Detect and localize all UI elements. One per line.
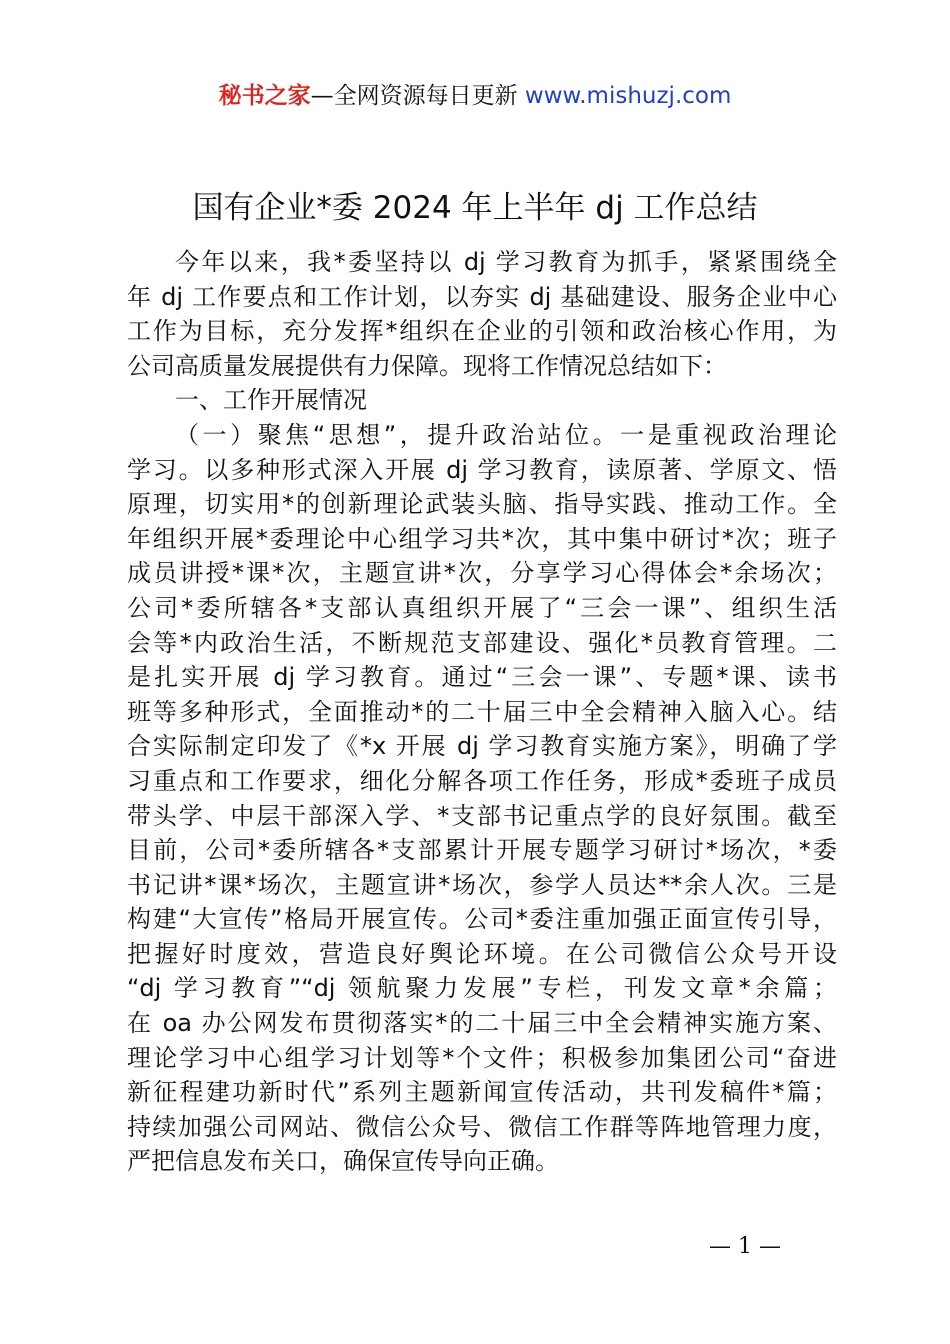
paragraph-line: 年 dj 工作要点和工作计划，以夯实 dj 基础建设、服务企业中心	[127, 282, 837, 311]
site-url-link[interactable]: www.mishuzj.com	[524, 83, 732, 109]
paragraph-line: 书记讲*课*场次，主题宣讲*场次，参学人员达**余人次。三是	[127, 870, 837, 899]
site-banner	[0, 80, 950, 112]
paragraph-line: 工作为目标，充分发挥*组织在企业的引领和政治核心作用，为	[127, 317, 837, 346]
paragraph-line: 原理，切实用*的创新理论武装头脑、指导实践、推动工作。全	[127, 490, 837, 519]
document-body	[127, 245, 837, 1179]
paragraph-line: “dj 学习教育”“dj 领航聚力发展”专栏，刊发文章*余篇；	[127, 974, 837, 1003]
paragraph-line: 年组织开展*委理论中心组学习共*次，其中集中研讨*次；班子	[127, 524, 837, 553]
paragraph-line: （一）聚焦“思想”，提升政治站位。一是重视政治理论	[175, 420, 837, 449]
paragraph-line: 理论学习中心组学习计划等*个文件；积极参加集团公司“奋进	[127, 1043, 837, 1072]
paragraph-line: 习重点和工作要求，细化分解各项工作任务，形成*委班子成员	[127, 766, 837, 795]
section-heading: 一、工作开展情况	[175, 386, 367, 415]
paragraph-line: 严把信息发布关口，确保宣传导向正确。	[127, 1147, 559, 1176]
site-tagline: —全网资源每日更新	[310, 83, 525, 109]
paragraph-line: 把握好时度效，营造良好舆论环境。在公司微信公众号开设	[127, 939, 837, 968]
paragraph-line: 是扎实开展 dj 学习教育。通过“三会一课”、专题*课、读书	[127, 663, 837, 692]
paragraph-line: 构建“大宣传”格局开展宣传。公司*委注重加强正面宣传引导，	[127, 905, 837, 934]
site-brand-name: 秘书之家	[218, 83, 311, 109]
paragraph-line: 班等多种形式，全面推动*的二十届三中全会精神入脑入心。结	[127, 697, 837, 726]
page-number: — 1 —	[709, 1234, 781, 1259]
document-title: 国有企业*委 2024 年上半年 dj 工作总结	[192, 190, 758, 226]
paragraph-line: 公司高质量发展提供有力保障。现将工作情况总结如下：	[127, 351, 727, 380]
paragraph-line: 今年以来，我*委坚持以 dj 学习教育为抓手，紧紧围绕全	[175, 248, 837, 276]
paragraph-line: 学习。以多种形式深入开展 dj 学习教育，读原著、学原文、悟	[127, 455, 837, 484]
paragraph-line: 在 oa 办公网发布贯彻落实*的二十届三中全会精神实施方案、	[127, 1009, 837, 1038]
paragraph-line: 会等*内政治生活，不断规范支部建设、强化*员教育管理。二	[127, 628, 837, 657]
paragraph-line: 新征程建功新时代”系列主题新闻宣传活动，共刊发稿件*篇；	[127, 1078, 837, 1107]
paragraph-line: 成员讲授*课*次，主题宣讲*次，分享学习心得体会*余场次；	[127, 559, 837, 588]
paragraph-line: 目前，公司*委所辖各*支部累计开展专题学习研讨*场次，*委	[127, 836, 837, 865]
paragraph-line: 合实际制定印发了《*x 开展 dj 学习教育实施方案》，明确了学	[127, 732, 837, 761]
paragraph-line: 公司*委所辖各*支部认真组织开展了“三会一课”、组织生活	[127, 593, 837, 622]
paragraph-line: 带头学、中层干部深入学、*支部书记重点学的良好氛围。截至	[127, 801, 837, 830]
paragraph-line: 持续加强公司网站、微信公众号、微信工作群等阵地管理力度，	[127, 1112, 837, 1141]
